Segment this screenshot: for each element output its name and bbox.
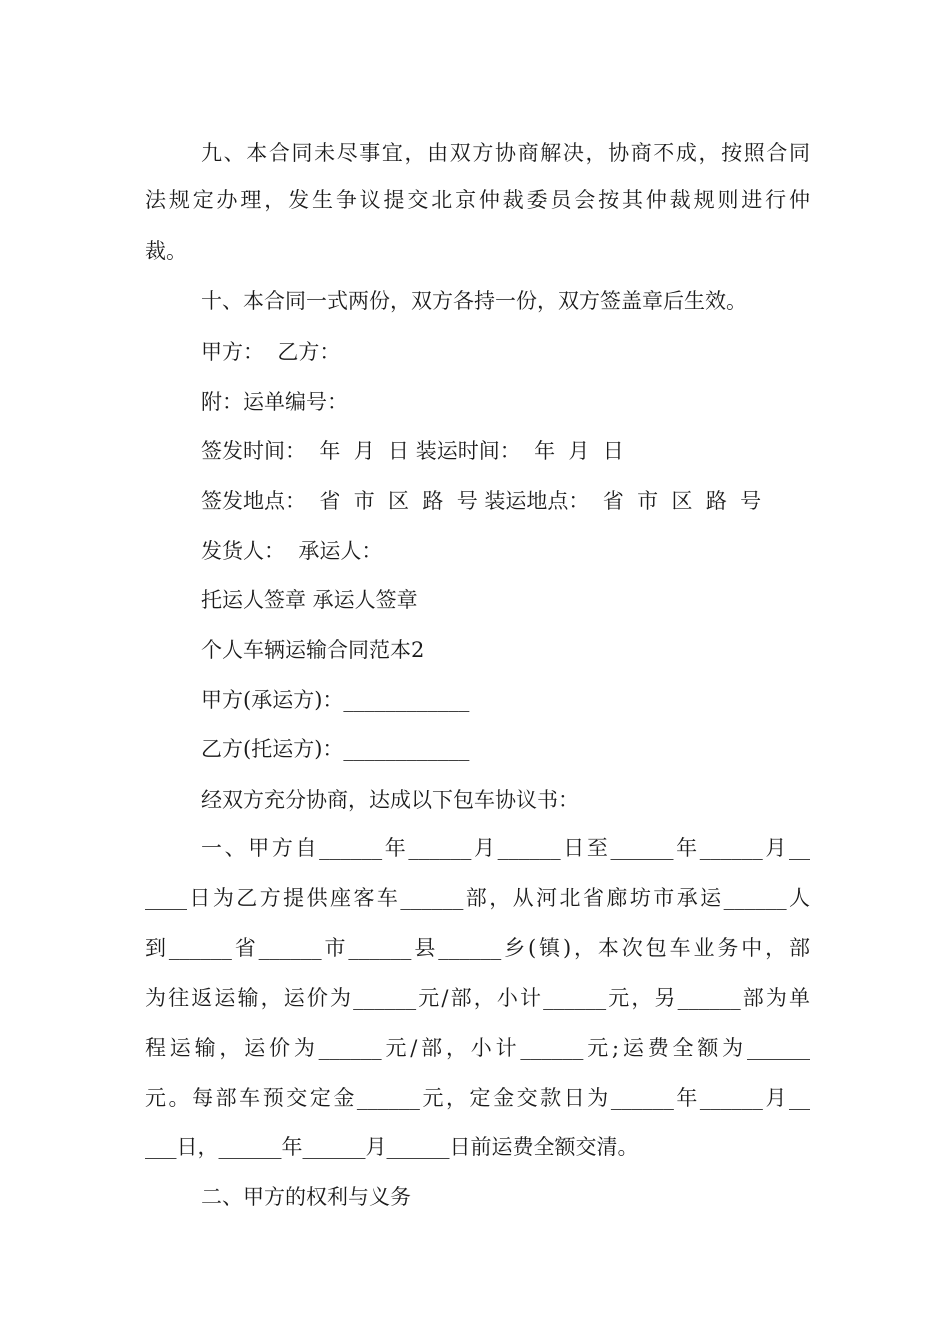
clause-9-line-3: 裁。	[145, 239, 187, 263]
clause-1-line-1: 一、甲方自______年______月______日至______年______月__	[201, 836, 810, 860]
clause-1-line-6: 元。每部车预交定金______元，定金交款日为______年______月__	[145, 1086, 810, 1110]
clause-1-line-2: ____日为乙方提供座客车______部，从河北省廊坊市承运______人	[145, 886, 810, 910]
party-a-line: 甲方(承运方)：____________	[201, 688, 470, 712]
clause-9-line-1: 九、本合同未尽事宜，由双方协商解决，协商不成，按照合同	[201, 141, 810, 165]
issue-and-loading-place: 签发地点： 省 市 区 路 号 装运地点： 省 市 区 路 号	[201, 489, 762, 513]
waybill-number: 附：运单编号：	[201, 390, 348, 414]
party-b-line: 乙方(托运方)：____________	[201, 737, 470, 761]
agreement-intro: 经双方充分协商，达成以下包车协议书：	[201, 788, 579, 812]
clause-1-line-4: 为往返运输，运价为______元/部，小计______元，另______部为单	[145, 986, 810, 1010]
clause-9-line-2: 法规定办理，发生争议提交北京仲裁委员会按其仲裁规则进行仲	[145, 188, 810, 212]
clause-1-line-5: 程运输，运价为______元/部，小计______元;运费全额为______	[145, 1036, 810, 1060]
shipper-carrier: 发货人： 承运人：	[201, 539, 383, 563]
clause-1-line-7: ___日，______年______月______日前运费全额交清。	[145, 1135, 639, 1159]
section-title: 个人车辆运输合同范本2	[201, 638, 425, 662]
clause-1-line-3: 到______省______市______县______乡(镇)，本次包车业务中，部	[145, 936, 810, 960]
signature-seals: 托运人签章 承运人签章	[201, 588, 418, 612]
clause-2-heading: 二、甲方的权利与义务	[201, 1185, 411, 1209]
clause-10: 十、本合同一式两份，双方各持一份，双方签盖章后生效。	[201, 289, 747, 313]
issue-and-loading-time: 签发时间： 年 月 日 装运时间： 年 月 日	[201, 439, 624, 463]
signature-parties: 甲方： 乙方：	[201, 340, 341, 364]
